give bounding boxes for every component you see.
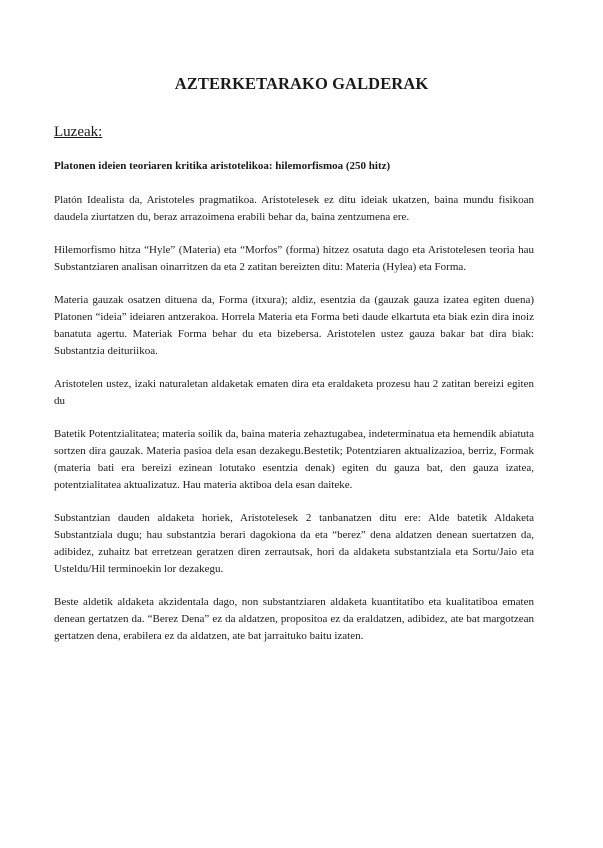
paragraph-2: Hilemorfismo hitza “Hyle” (Materia) eta “Morfos” (forma) hitzez osatuta dago eta Aristotelesen teoria hau Substantziaren analisan oinarritzen da eta 2 zatitan bereizten ditu: Materia (Hylea) eta Forma. [54,244,534,273]
paragraph-1: Platón Idealista da, Aristoteles pragmatikoa. Aristotelesek ez ditu ideiak ukatzen, baina mundu fisikoan daudela ziurtatzen du, beraz arrazoimena erabili behar da, baina zentzumena ere. [54,194,534,223]
paragraph-5: Batetik Potentzialitatea; materia soilik da, baina materia zehaztugabea, indeterminatua eta hemendik abiatuta sortzen dira gauzak. Materia pasioa dela esan dezakegu.Bestetik; Potentziaren aktualizazioa, berriz, Formak (materia bati era bereizi ezinean lotutako esentzia denak) egiten du gauza bat, den gauza izatea, potentzialitatea aktualizatuz. Hau materia aktiboa dela esan daiteke. [54,428,534,491]
paragraph-4: Aristotelen ustez, izaki naturaletan aldaketak ematen dira eta eraldaketa prozesu hau 2 zatitan bereizi egiten du [54,378,534,407]
question-heading: Platonen ideien teoriaren kritika aristotelikoa: hilemorfismoa (250 hitz) [54,160,391,172]
paragraph-6: Substantzian dauden aldaketa horiek, Aristotelesek 2 tanbanatzen ditu ere: Alde batetik Aldaketa Substantziala dugu; hau substantzia berari dagokiona da eta “berez” dena aldatzen denean suertatzen da, adibidez, zuhaitz bat erretzean geratzen diren zerrautsak, hori da aldaketa substantziala eta Sortu/Jaio eta Usteldu/Hil terminoekin lor dezakegu. [54,512,534,575]
page-title: AZTERKETARAKO GALDERAK [174,74,429,93]
paragraph-3: Materia gauzak osatzen dituena da, Forma (itxura); aldiz, esentzia da (gauzak gauza izatea egiten duena) Platonen “ideia” ideiaren antzerakoa. Horrela Materia eta Forma beti daude elkartuta eta biak ezin dira inoiz banatuta agertu. Materiak Forma behar du eta bizebersa. Aristotelen ustez gauza bakar bat dira biak: Substantzia deituriikoa. [54,294,534,357]
section-heading: Luzeak: [54,124,103,140]
answer-body [54,192,534,661]
paragraph-7: Beste aldetik aldaketa akzidentala dago, non substantziaren aldaketa kuantitatibo eta kualitatiboa ematen denean gertatzen da. “Berez Dena” ez da aldatzen, propositoa ez da eraldatzen, adibidez, ate bat margotzean gertatzen dena, erabilera ez da aldatzen, ate bat jarraituko baitu izaten. [54,596,534,642]
